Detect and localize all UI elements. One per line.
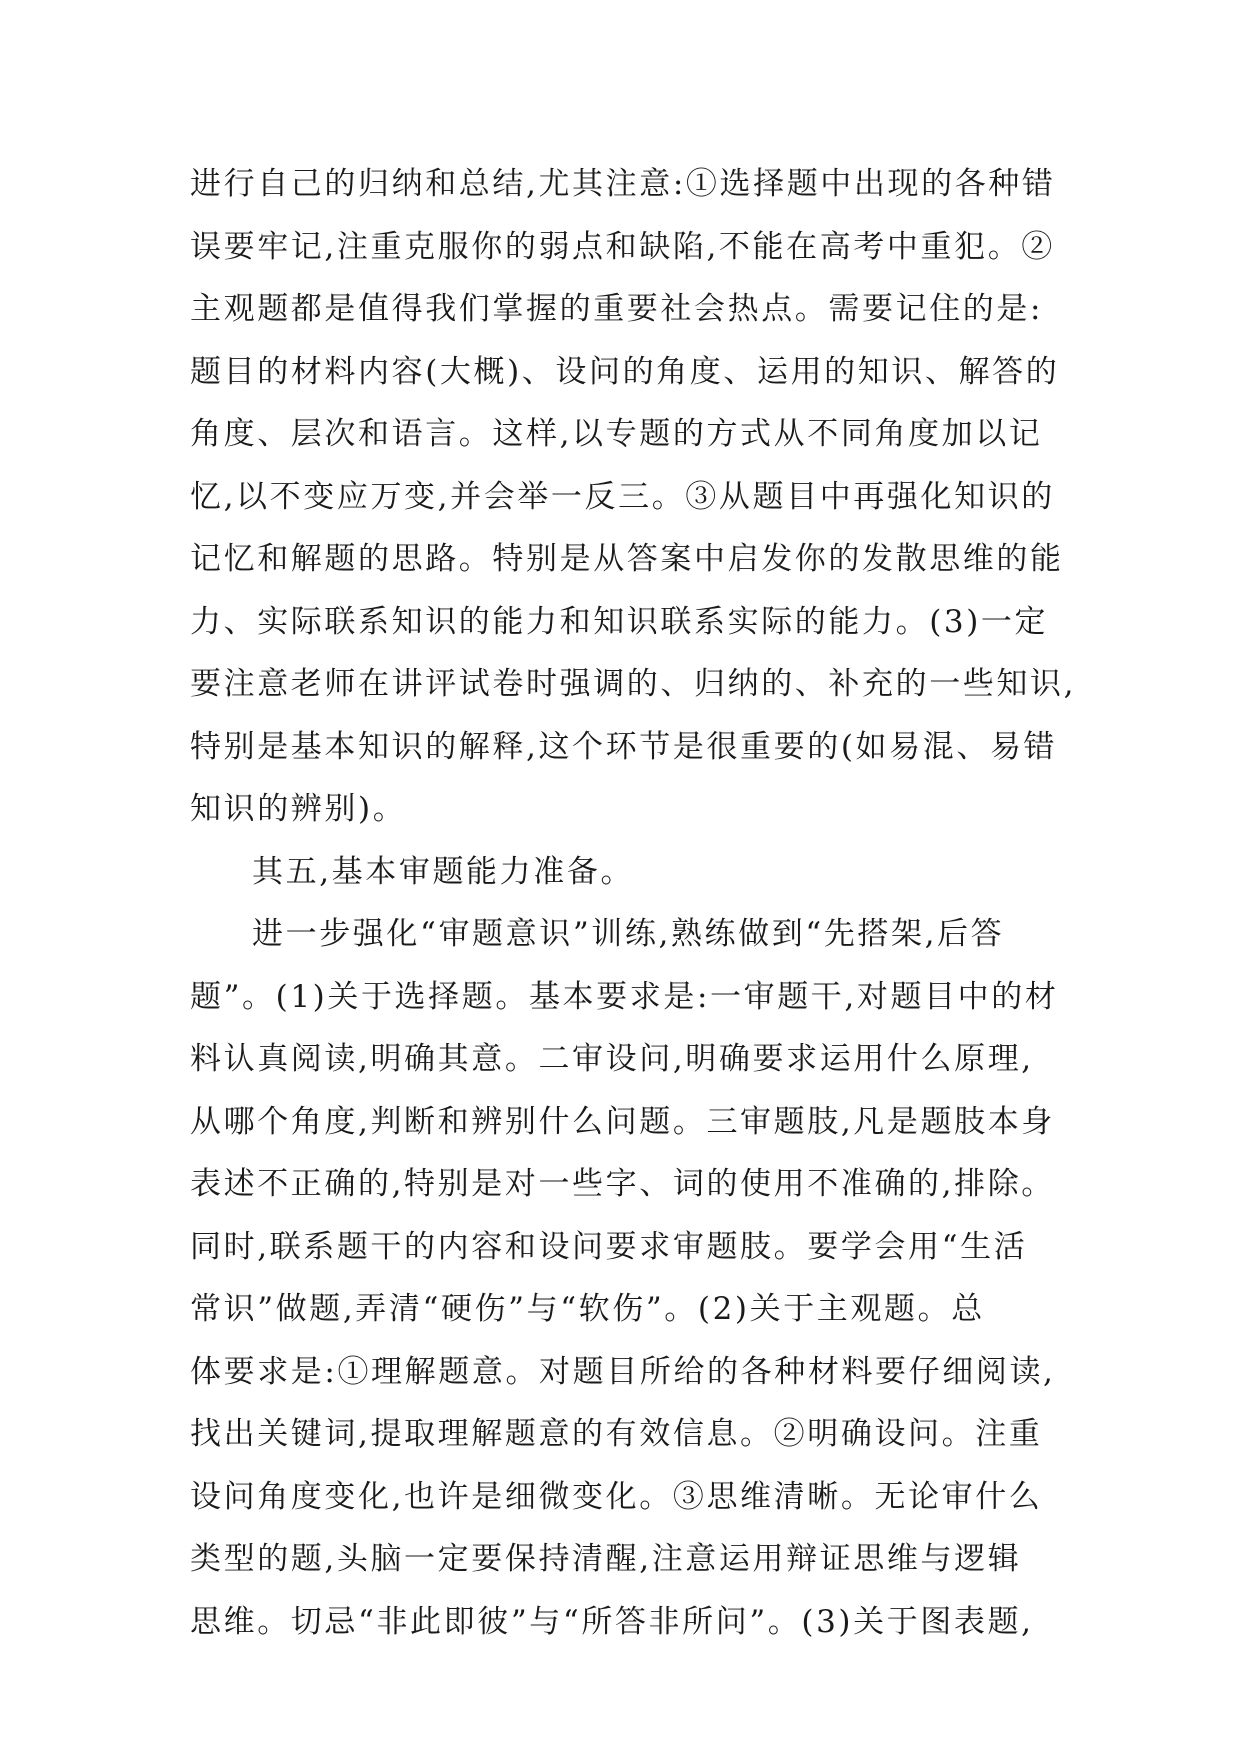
text-line: 误要牢记,注重克服你的弱点和缺陷,不能在高考中重犯。② xyxy=(190,228,1055,265)
text-line: 特别是基本知识的解释,这个环节是很重要的(如易混、易错 xyxy=(190,728,1058,765)
text-line: 表述不正确的,特别是对一些字、词的使用不准确的,排除。 xyxy=(190,1166,1055,1202)
text-line: 进行自己的归纳和总结,尤其注意:①选择题中出现的各种错 xyxy=(190,166,1056,202)
text-line: 找出关键词,提取理解题意的有效信息。②明确设问。注重 xyxy=(190,1416,1043,1452)
text-line: 思维。切忌“非此即彼”与“所答非所问”。(3)关于图表题, xyxy=(190,1603,1034,1640)
text-line: 力、实际联系知识的能力和知识联系实际的能力。(3)一定 xyxy=(190,603,1049,640)
paragraph-first-line: 进一步强化“审题意识”训练,熟练做到“先搭架,后答 xyxy=(252,916,1005,952)
section-heading: 其五,基本审题能力准备。 xyxy=(252,853,635,890)
text-line: 料认真阅读,明确其意。二审设问,明确要求运用什么原理, xyxy=(190,1041,1034,1077)
text-line: 题目的材料内容(大概)、设问的角度、运用的知识、解答的 xyxy=(190,353,1060,390)
text-line: 要注意老师在讲评试卷时强调的、归纳的、补充的一些知识, xyxy=(190,666,1077,702)
text-line: 知识的辨别)。 xyxy=(190,791,407,827)
text-line: 角度、层次和语言。这样,以专题的方式从不同角度加以记 xyxy=(190,416,1043,452)
text-line: 设问角度变化,也许是细微变化。③思维清晰。无论审什么 xyxy=(190,1478,1043,1515)
text-line: 常识”做题,弄清“硬伤”与“软伤”。(2)关于主观题。总 xyxy=(190,1291,985,1327)
text-line: 主观题都是值得我们掌握的重要社会热点。需要记住的是: xyxy=(190,291,1044,327)
text-line: 忆,以不变应万变,并会举一反三。③从题目中再强化知识的 xyxy=(190,478,1055,515)
text-line: 题”。(1)关于选择题。基本要求是:一审题干,对题目中的材 xyxy=(190,978,1059,1015)
text-line: 类型的题,头脑一定要保持清醒,注意运用辩证思维与逻辑 xyxy=(190,1541,1022,1577)
text-line: 记忆和解题的思路。特别是从答案中启发你的发散思维的能 xyxy=(190,541,1064,577)
body-text xyxy=(190,153,1077,1653)
text-line: 同时,联系题干的内容和设问要求审题肢。要学会用“生活 xyxy=(190,1228,1028,1265)
text-line: 从哪个角度,判断和辨别什么问题。三审题肢,凡是题肢本身 xyxy=(190,1103,1055,1140)
text-line: 体要求是:①理解题意。对题目所给的各种材料要仔细阅读, xyxy=(190,1353,1056,1390)
